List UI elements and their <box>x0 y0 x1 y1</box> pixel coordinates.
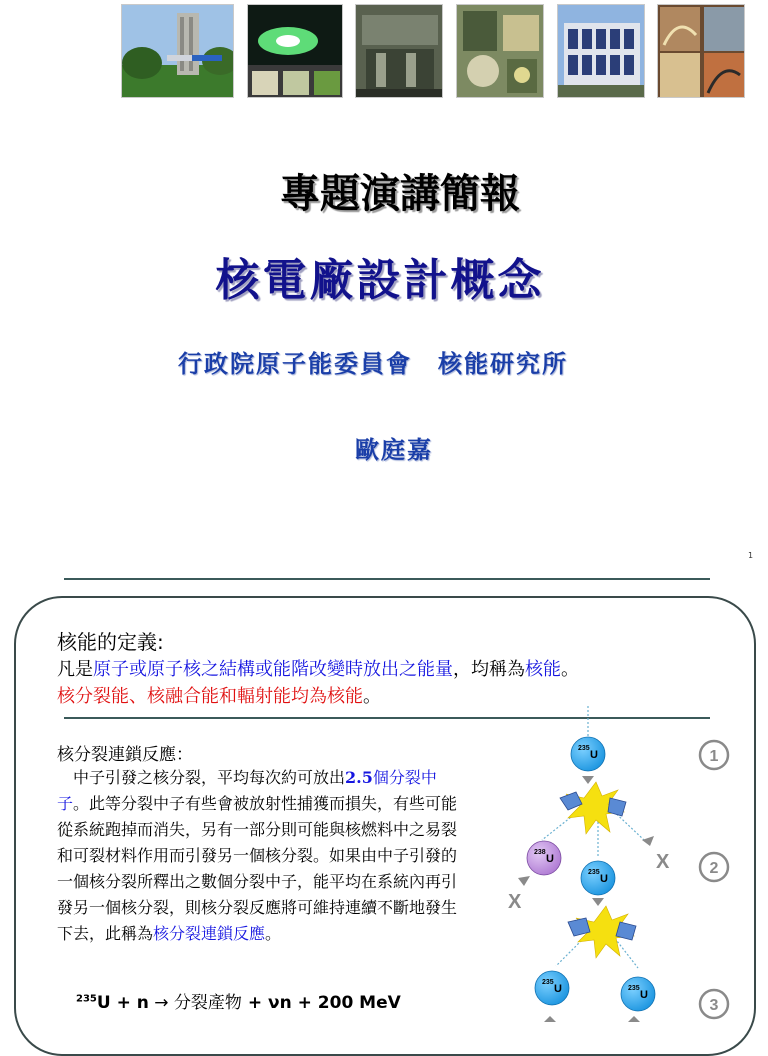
svg-text:235: 235 <box>542 979 554 986</box>
svg-text:U: U <box>546 853 554 865</box>
svg-text:U: U <box>590 749 598 761</box>
photo-lab-equipment <box>456 4 544 98</box>
svg-text:U: U <box>554 983 562 995</box>
svg-text:1: 1 <box>709 748 719 765</box>
svg-text:235: 235 <box>588 869 600 876</box>
step-marker-3 <box>700 990 728 1018</box>
svg-text:3: 3 <box>709 997 719 1014</box>
definition-highlight: 原子或原子核之結構或能階改變時放出之能量 <box>93 659 453 680</box>
chain-reaction-term: 核分裂連鎖反應 <box>153 924 266 943</box>
photo-industrial-machine <box>355 4 443 98</box>
svg-text:238: 238 <box>534 849 546 856</box>
uranium-235-nucleus <box>571 737 605 771</box>
fission-equation <box>76 988 401 1013</box>
chain-reaction-heading: 核分裂連鎖反應： <box>57 745 193 765</box>
definition-line-1 <box>57 655 579 681</box>
definition-term: 核能 <box>525 659 561 680</box>
photo-institute-tower <box>121 4 234 98</box>
photo-plasma-torch <box>247 4 343 98</box>
definition-line-2-end: 。 <box>363 686 381 707</box>
page-number: 1 <box>748 551 754 560</box>
svg-text:U: U <box>600 873 608 885</box>
author-name: 歐庭嘉 <box>355 435 433 464</box>
fission-flash-1 <box>560 782 626 834</box>
equation-rhs: + νn + 200 MeV <box>241 993 401 1013</box>
definition-end: 。 <box>561 659 579 680</box>
definition-heading: 核能的定義: <box>57 630 164 654</box>
chain-text-1: 中子引發之核分裂，平均每次約可放出 <box>73 768 346 787</box>
organization-institute: 核能研究所 <box>438 349 568 378</box>
definition-line-2 <box>57 682 381 708</box>
neutron-lost-mark-left: X <box>508 891 522 913</box>
definition-mid: ，均稱為 <box>453 659 525 680</box>
presentation-subtitle: 核電廠設計概念 <box>215 255 545 306</box>
step-marker-1 <box>700 741 728 769</box>
organization-line <box>178 344 568 379</box>
organization-council: 行政院原子能委員會 <box>178 349 412 378</box>
header-photo-strip <box>121 4 745 98</box>
definition-prefix: 凡是 <box>57 659 93 680</box>
svg-text:2: 2 <box>709 860 719 877</box>
step-marker-2 <box>700 853 728 881</box>
fission-neutron-term: 分裂中子 <box>57 768 437 813</box>
equation-arrow: → <box>148 993 174 1013</box>
equation-mass-number: 235 <box>76 993 97 1005</box>
chain-text-2: 。此等分裂中子有些會被放射性捕獲而損失，有些可能從系統跑掉而消失，另有一部分則可能與核燃料中之易裂和可裂材料作用而引發另一個核分裂。如果由中子引發的一個核分裂所釋出之數個分裂中子，能平均在系統內再引發另一個核分裂，則核分裂反應將可維持連續不斷地發生下去，此稱為 <box>57 794 458 943</box>
photo-collage-samples <box>657 4 745 98</box>
photo-solar-building <box>557 4 645 98</box>
neutron-unit: 個 <box>372 768 389 787</box>
equation-products: 分裂產物 <box>173 993 242 1013</box>
svg-text:U: U <box>640 989 648 1001</box>
uranium-235-nucleus-gen2 <box>581 861 615 895</box>
neutron-count: 2.5 <box>345 768 373 787</box>
chain-text-3: 。 <box>265 924 282 943</box>
svg-text:235: 235 <box>578 745 590 752</box>
uranium-235-nucleus-gen3-left <box>535 971 569 1005</box>
definition-energy-types: 核分裂能、核融合能和輻射能均為核能 <box>57 686 363 707</box>
uranium-235-nucleus-gen3-right <box>621 977 655 1011</box>
presentation-title: 專題演講簡報 <box>280 170 520 217</box>
chain-reaction-paragraph <box>57 765 467 947</box>
fission-flash-2 <box>568 906 636 958</box>
neutron-lost-mark-right: X <box>656 851 670 873</box>
equation-lhs: U + n <box>96 993 149 1013</box>
svg-text:235: 235 <box>628 985 640 992</box>
uranium-238-nucleus <box>527 841 561 875</box>
divider <box>64 578 710 580</box>
fission-chain-diagram <box>490 700 760 1024</box>
